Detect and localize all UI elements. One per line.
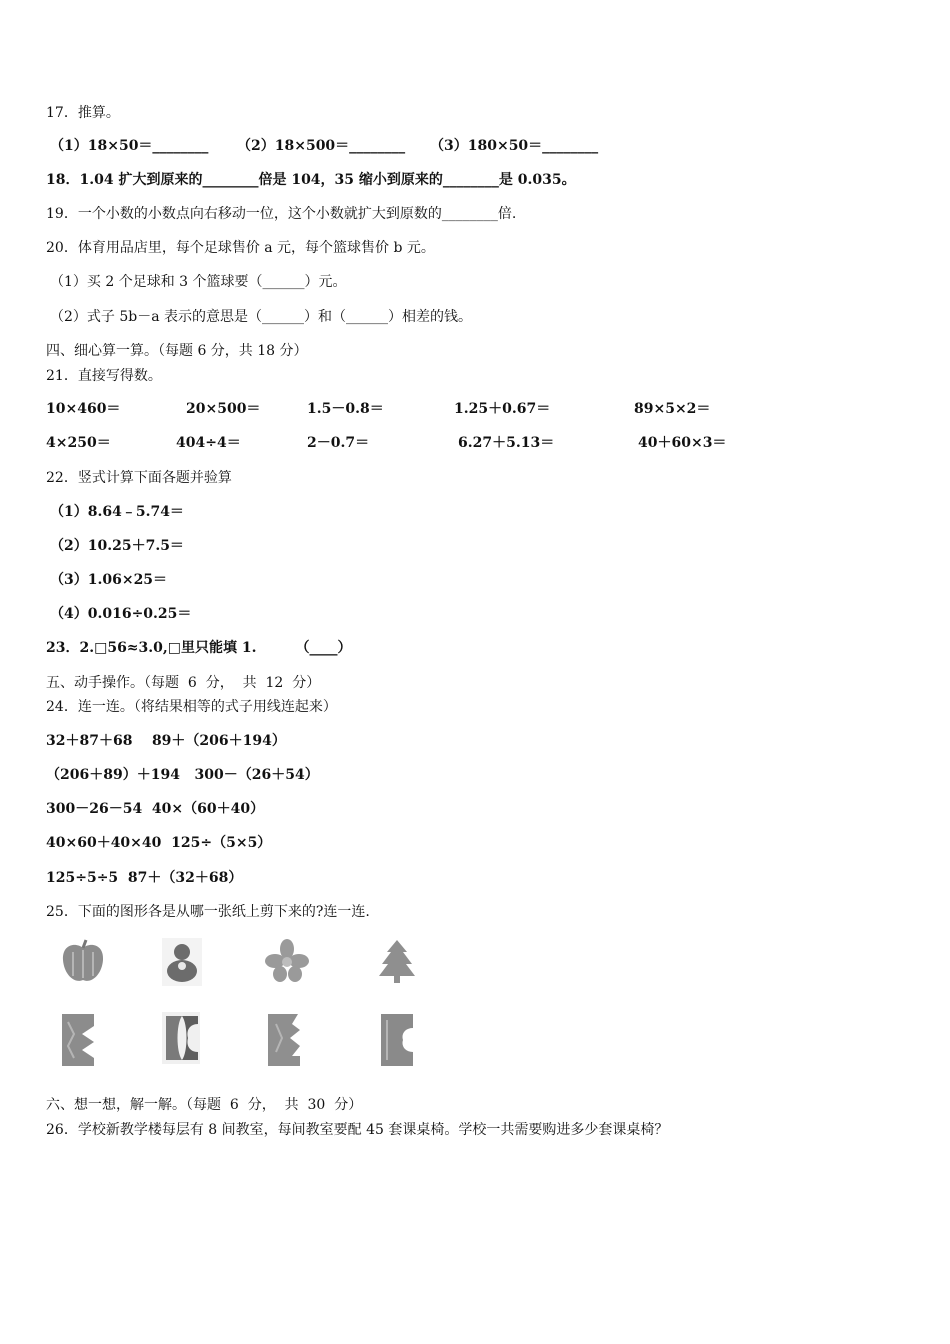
- q24-row-4: 40×60＋40×40 125÷（5×5）: [46, 835, 272, 851]
- q17-title: 17．推算。: [46, 105, 120, 121]
- q21-r1-c2: 20×500＝: [186, 401, 261, 417]
- q21-r1-c1: 10×460＝: [46, 401, 121, 417]
- q22-item-3: （3）1.06×25＝: [50, 572, 168, 588]
- cutout-paper-2: [160, 1010, 202, 1066]
- q21-r2-c1: 4×250＝: [46, 435, 111, 451]
- q20-part-2: （2）式子 5b－a 表示的意思是（______）和（______）相差的钱。: [50, 309, 473, 325]
- tree-shape: [377, 938, 417, 984]
- q20-title: 20．体育用品店里，每个足球售价 a 元，每个篮球售价 b 元。: [46, 240, 435, 256]
- cutout-paper-3: [266, 1012, 304, 1068]
- q23-text: 23．2.□56≈3.0,□里只能填 1. （____）: [46, 640, 352, 656]
- q24-title: 24．连一连。（将结果相等的式子用线连起来）: [46, 699, 337, 715]
- q21-r1-c4: 1.25＋0.67＝: [454, 401, 551, 417]
- q20-part-1: （1）买 2 个足球和 3 个篮球要（______）元。: [50, 274, 347, 290]
- q22-item-2: （2）10.25＋7.5＝: [50, 538, 184, 554]
- q21-r2-c4: 6.27＋5.13＝: [458, 435, 555, 451]
- apple-shape: [58, 938, 108, 986]
- q24-row-1: 32＋87＋68 89＋（206＋194）: [46, 733, 286, 749]
- section-5-heading: 五、动手操作。（每题 6 分， 共 12 分）: [46, 675, 321, 691]
- q21-r2-c2: 404÷4＝: [176, 435, 241, 451]
- section-6-heading: 六、想一想，解一解。（每题 6 分， 共 30 分）: [46, 1097, 363, 1113]
- flower-shape: [264, 938, 310, 984]
- q18-text: 18．1.04 扩大到原来的________倍是 104，35 缩小到原来的________是 0.035。: [46, 172, 576, 188]
- q25-title: 25．下面的图形各是从哪一张纸上剪下来的?连一连.: [46, 904, 370, 920]
- q22-title: 22．竖式计算下面各题并验算: [46, 470, 232, 486]
- q26-text: 26．学校新教学楼每层有 8 间教室，每间教室要配 45 套课桌椅。学校一共需要购进多少套课桌椅？: [46, 1122, 669, 1138]
- q19-text: 19．一个小数的小数点向右移动一位，这个小数就扩大到原数的________倍.: [46, 206, 517, 222]
- q21-r2-c5: 40＋60×3＝: [638, 435, 727, 451]
- cutout-paper-1: [60, 1012, 98, 1068]
- q21-r1-c5: 89×5×2＝: [634, 401, 711, 417]
- q17-part-1: （1）18×50＝________: [50, 138, 209, 154]
- q21-title: 21．直接写得数。: [46, 368, 162, 384]
- q24-row-5: 125÷5÷5 87＋（32＋68）: [46, 870, 243, 886]
- cutout-paper-4: [379, 1012, 417, 1068]
- q21-r1-c3: 1.5－0.8＝: [307, 401, 384, 417]
- gourd-shape: [160, 936, 204, 988]
- q24-row-3: 300－26－54 40×（60＋40）: [46, 801, 265, 817]
- q22-item-1: （1）8.64﹣5.74＝: [50, 504, 184, 520]
- q17-part-3: （3）180×50＝________: [430, 138, 599, 154]
- q22-item-4: （4）0.016÷0.25＝: [50, 606, 192, 622]
- section-4-heading: 四、细心算一算。（每题 6 分，共 18 分）: [46, 343, 308, 359]
- q24-row-2: （206＋89）＋194 300－（26＋54）: [46, 767, 319, 783]
- q17-part-2: （2）18×500＝________: [237, 138, 406, 154]
- q21-r2-c3: 2－0.7＝: [307, 435, 370, 451]
